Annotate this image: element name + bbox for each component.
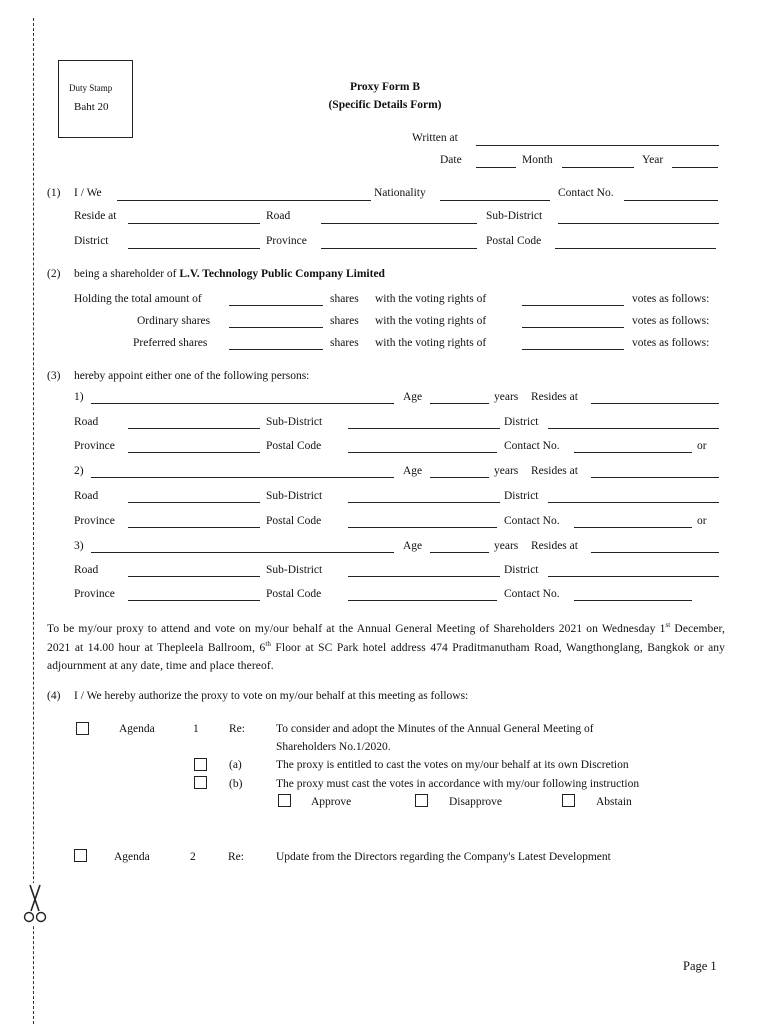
company-name: L.V. Technology Public Company Limited	[179, 268, 385, 280]
form-subtitle: (Specific Details Form)	[328, 99, 442, 111]
contact-field[interactable]	[624, 200, 718, 201]
contact-label: Contact No.	[504, 440, 560, 452]
nationality-label: Nationality	[374, 187, 426, 199]
age-label: Age	[403, 540, 423, 552]
section-2-number: (2)	[47, 268, 61, 280]
person-1-province-field[interactable]	[128, 452, 260, 453]
preferred-shares-label: Preferred shares	[133, 337, 208, 349]
person-1-contact-field[interactable]	[574, 452, 692, 453]
person-2-age-field[interactable]	[430, 477, 489, 478]
disapprove-label: Disapprove	[449, 796, 503, 808]
stamp-amount: Baht 20	[74, 101, 109, 113]
district-label: District	[504, 564, 539, 576]
agenda-number: 2	[190, 851, 196, 863]
or-label: or	[697, 440, 707, 452]
subdistrict-label: Sub-District	[266, 564, 323, 576]
person-1-age-field[interactable]	[430, 403, 489, 404]
district-label: District	[504, 490, 539, 502]
person-3-contact-field[interactable]	[574, 600, 692, 601]
year-label: Year	[642, 154, 664, 166]
person-2-name-field[interactable]	[91, 477, 394, 478]
abstain-checkbox[interactable]	[562, 794, 575, 807]
year-field[interactable]	[672, 167, 718, 168]
preferred-votes-field[interactable]	[522, 349, 624, 350]
person-1-road-field[interactable]	[128, 428, 260, 429]
agenda-2-checkbox[interactable]	[74, 849, 87, 862]
contact-label: Contact No.	[504, 588, 560, 600]
road-field[interactable]	[321, 223, 477, 224]
shares-label: shares	[330, 337, 359, 349]
votes-label: votes as follows:	[632, 337, 710, 349]
person-2-road-field[interactable]	[128, 502, 260, 503]
person-2-district-field[interactable]	[548, 502, 719, 503]
section-1-number: (1)	[47, 187, 61, 199]
person-1-postal-field[interactable]	[348, 452, 497, 453]
road-label: Road	[266, 210, 291, 222]
holding-label: Holding the total amount of	[74, 293, 202, 305]
date-field[interactable]	[476, 167, 516, 168]
abstain-label: Abstain	[596, 796, 632, 808]
age-label: Age	[403, 391, 423, 403]
postal-label: Postal Code	[266, 440, 322, 452]
postal-field[interactable]	[555, 248, 716, 249]
postal-label: Postal Code	[266, 588, 322, 600]
appoint-text: hereby appoint either one of the following persons:	[74, 370, 310, 382]
name-field[interactable]	[117, 200, 371, 201]
i-we-label: I / We	[74, 187, 102, 199]
duty-stamp-box	[58, 60, 133, 138]
stamp-label: Duty Stamp	[69, 83, 113, 93]
person-1-name-field[interactable]	[91, 403, 394, 404]
person-2-address-field[interactable]	[591, 477, 719, 478]
re-label: Re:	[228, 851, 244, 863]
person-2-subdistrict-field[interactable]	[348, 502, 500, 503]
votes-label: votes as follows:	[632, 315, 710, 327]
person-3-name-field[interactable]	[91, 552, 394, 553]
resides-label: Resides at	[531, 465, 578, 477]
subdistrict-label: Sub-District	[266, 416, 323, 428]
preferred-shares-field[interactable]	[229, 349, 323, 350]
province-field[interactable]	[321, 248, 477, 249]
ordinary-shares-field[interactable]	[229, 327, 323, 328]
proxy-statement: To be my/our proxy to attend and vote on my/our behalf at the Annual General Meeting of Shareholders 2021 on Wednesday 1st December, 2021 at 14.00 hour at Thepleela Ballroom, 6th Floor at SC Park hotel address 474 Praditmanutham Road, Wangthonglang, Bangkok or any adjournment at any date, time and place thereof.	[47, 621, 725, 672]
option-b-checkbox[interactable]	[194, 776, 207, 789]
voting-rights-label: with the voting rights of	[375, 293, 487, 305]
contact-label: Contact No.	[504, 515, 560, 527]
province-label: Province	[74, 515, 115, 527]
road-label: Road	[74, 416, 99, 428]
person-2-number: 2)	[74, 465, 84, 477]
person-3-address-field[interactable]	[591, 552, 719, 553]
resides-label: Resides at	[531, 391, 578, 403]
option-a-text: The proxy is entitled to cast the votes on my/our behalf at its own Discretion	[276, 759, 629, 771]
reside-label: Reside at	[74, 210, 117, 222]
month-field[interactable]	[562, 167, 634, 168]
authorize-text: I / We hereby authorize the proxy to vote on my/our behalf at this meeting as follows:	[74, 690, 469, 702]
reside-field[interactable]	[128, 223, 260, 224]
person-2-postal-field[interactable]	[348, 527, 497, 528]
total-votes-field[interactable]	[522, 305, 624, 306]
person-2-province-field[interactable]	[128, 527, 260, 528]
agenda-1-checkbox[interactable]	[76, 722, 89, 735]
road-label: Road	[74, 490, 99, 502]
district-label: District	[504, 416, 539, 428]
votes-label: votes as follows:	[632, 293, 710, 305]
person-2-contact-field[interactable]	[574, 527, 692, 528]
years-label: years	[494, 465, 519, 477]
province-label: Province	[266, 235, 307, 247]
person-3-postal-field[interactable]	[348, 600, 497, 601]
resides-label: Resides at	[531, 540, 578, 552]
shares-label: shares	[330, 315, 359, 327]
subdistrict-label: Sub-District	[486, 210, 543, 222]
person-1-address-field[interactable]	[591, 403, 719, 404]
cut-line	[33, 18, 34, 1024]
postal-label: Postal Code	[486, 235, 542, 247]
voting-rights-label: with the voting rights of	[375, 337, 487, 349]
person-3-age-field[interactable]	[430, 552, 489, 553]
section-3-number: (3)	[47, 370, 61, 382]
person-3-road-field[interactable]	[128, 576, 260, 577]
scissors-icon	[20, 883, 50, 925]
voting-rights-label: with the voting rights of	[375, 315, 487, 327]
total-shares-field[interactable]	[229, 305, 323, 306]
option-a-label: (a)	[229, 759, 242, 771]
road-label: Road	[74, 564, 99, 576]
disapprove-checkbox[interactable]	[415, 794, 428, 807]
month-label: Month	[522, 154, 553, 166]
postal-label: Postal Code	[266, 515, 322, 527]
page-number: Page 1	[683, 959, 717, 973]
agenda-label: Agenda	[119, 723, 155, 735]
re-label: Re:	[229, 723, 245, 735]
person-1-district-field[interactable]	[548, 428, 719, 429]
or-label: or	[697, 515, 707, 527]
agenda-1-text-cont: Shareholders No.1/2020.	[276, 741, 391, 753]
province-label: Province	[74, 440, 115, 452]
agenda-2-text: Update from the Directors regarding the Company's Latest Development	[276, 851, 611, 863]
contact-label: Contact No.	[558, 187, 614, 199]
district-field[interactable]	[128, 248, 260, 249]
ordinary-shares-label: Ordinary shares	[137, 315, 211, 327]
approve-checkbox[interactable]	[278, 794, 291, 807]
subdistrict-label: Sub-District	[266, 490, 323, 502]
written-at-label: Written at	[412, 132, 458, 144]
subdistrict-field[interactable]	[558, 223, 719, 224]
agenda-number: 1	[193, 723, 199, 735]
ordinary-votes-field[interactable]	[522, 327, 624, 328]
person-3-subdistrict-field[interactable]	[348, 576, 500, 577]
district-label: District	[74, 235, 109, 247]
option-a-checkbox[interactable]	[194, 758, 207, 771]
person-1-number: 1)	[74, 391, 84, 403]
option-b-label: (b)	[229, 778, 243, 790]
approve-label: Approve	[311, 796, 352, 808]
person-3-number: 3)	[74, 540, 84, 552]
years-label: years	[494, 540, 519, 552]
agenda-1-text: To consider and adopt the Minutes of the Annual General Meeting of	[276, 723, 594, 735]
person-3-province-field[interactable]	[128, 600, 260, 601]
shares-label: shares	[330, 293, 359, 305]
shareholder-text: being a shareholder of L.V. Technology Public Company Limited	[74, 268, 385, 280]
form-title: Proxy Form B	[349, 81, 421, 93]
years-label: years	[494, 391, 519, 403]
option-b-text: The proxy must cast the votes in accordance with my/our following instruction	[276, 778, 640, 790]
date-label: Date	[440, 154, 462, 166]
written-at-field[interactable]	[476, 145, 719, 146]
nationality-field[interactable]	[440, 200, 550, 201]
section-4-number: (4)	[47, 690, 61, 702]
person-3-district-field[interactable]	[548, 576, 719, 577]
agenda-label: Agenda	[114, 851, 150, 863]
age-label: Age	[403, 465, 423, 477]
province-label: Province	[74, 588, 115, 600]
person-1-subdistrict-field[interactable]	[348, 428, 500, 429]
